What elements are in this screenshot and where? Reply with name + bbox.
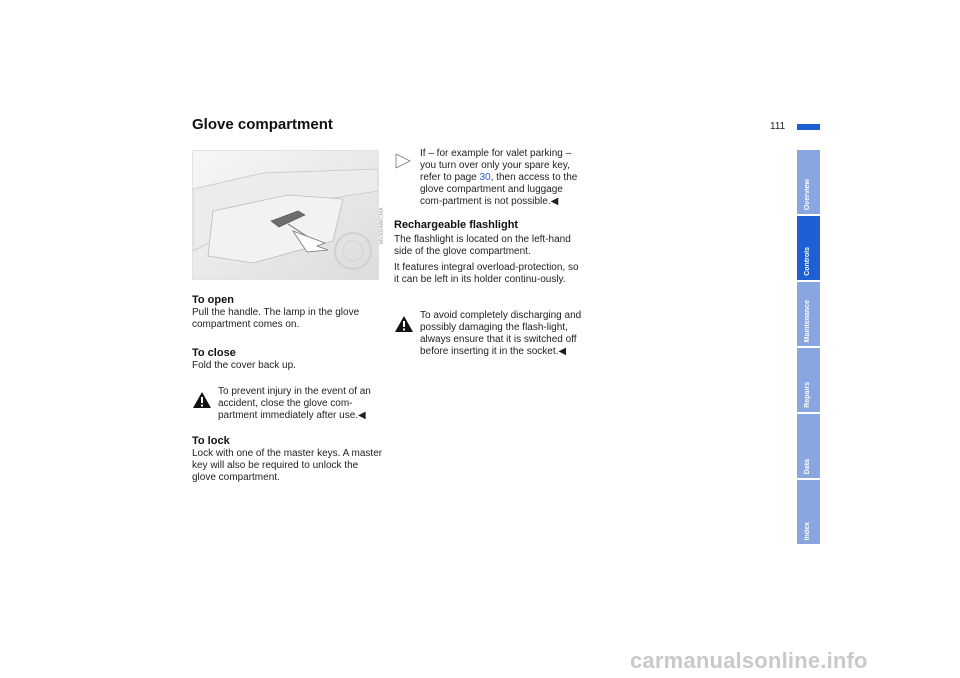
tab-index[interactable]: [797, 480, 820, 544]
valet-note-text: [394, 148, 586, 208]
tab-controls-label: Controls: [804, 247, 811, 276]
tab-index-label: Index: [804, 521, 811, 540]
hint-arrow-icon: [394, 152, 412, 170]
watermark: carmanualsonline.info: [630, 648, 868, 673]
tab-maintenance[interactable]: [797, 282, 820, 346]
figure-code: MV0024AKCMA: [379, 207, 385, 244]
page-link-30[interactable]: 30: [479, 172, 491, 183]
heading-to-lock: To lock: [192, 435, 230, 447]
tab-repairs-label: Repairs: [804, 382, 811, 408]
text-flashlight-protection: It features integral overload-protection, so it can be left in its holder continu-ously.: [394, 262, 579, 285]
page-marker-bar: [797, 124, 820, 130]
section-to-close: [192, 347, 384, 372]
glove-compartment-illustration: [192, 150, 379, 280]
valet-text-after: , then access to the glove compartment and luggage com-partment is not possible.◀: [420, 172, 578, 207]
tab-overview[interactable]: [797, 150, 820, 214]
close-warning: [192, 386, 384, 422]
tab-data[interactable]: [797, 414, 820, 478]
heading-flashlight: Rechargeable flashlight: [394, 219, 519, 231]
text-to-open: Pull the handle. The lamp in the glove compartment comes on.: [192, 307, 360, 330]
section-to-open: [192, 294, 384, 331]
flashlight-warning: [394, 310, 586, 358]
tab-data-label: Data: [804, 458, 811, 474]
valet-text-before: If – for example for valet parking – you turn over only your spare key, refer to page: [420, 148, 572, 183]
text-flashlight-location: The flashlight is located on the left-hand side of the glove compartment.: [394, 234, 571, 257]
flashlight-warning-text: To avoid completely discharging and possibly damaging the flash-light, always ensure that it is switched off before inserting it in the socket.◀: [420, 310, 582, 357]
section-flashlight: [394, 219, 586, 286]
text-to-lock: Lock with one of the master keys. A master key will also be required to unlock the glove compartment.: [192, 448, 383, 483]
page-number: 111: [770, 121, 786, 132]
tab-overview-label: Overview: [804, 178, 811, 210]
text-to-close: Fold the cover back up.: [192, 360, 296, 371]
warning-triangle-icon: [394, 315, 414, 333]
warning-triangle-icon: [192, 391, 212, 409]
heading-to-open: To open: [192, 294, 234, 306]
tab-controls[interactable]: [797, 216, 820, 280]
heading-to-close: To close: [192, 347, 236, 359]
valet-note: [394, 148, 586, 208]
page-title: Glove compartment: [192, 116, 333, 133]
close-warning-text: To prevent injury in the event of an accident, close the glove com-partment immediately after use.◀: [218, 386, 371, 421]
section-to-lock: [192, 435, 384, 484]
tab-repairs[interactable]: [797, 348, 820, 412]
tab-maintenance-label: Maintenance: [804, 299, 811, 342]
